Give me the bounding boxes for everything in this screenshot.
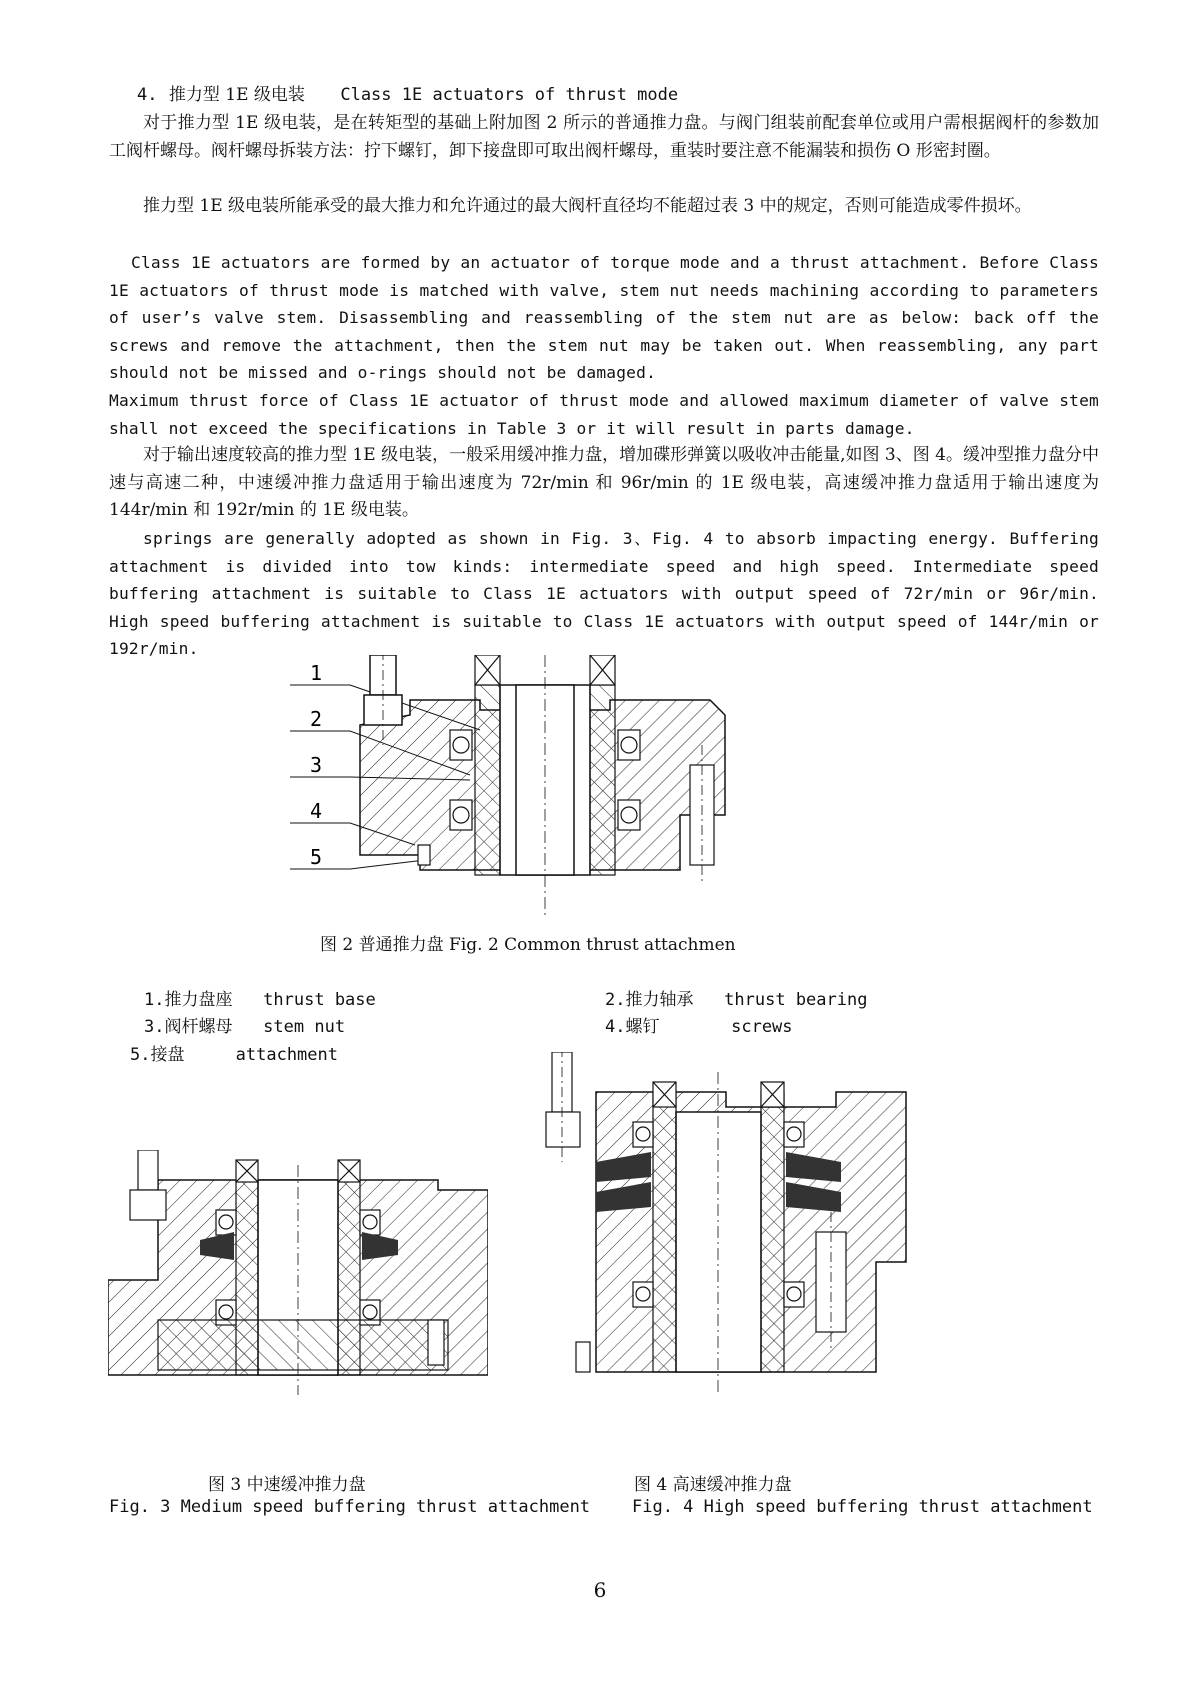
callout-3: 3 [310,753,323,777]
figure-3-caption-zh: 图 3 中速缓冲推力盘 [208,1475,366,1495]
paragraph-2-zh: 推力型 1E 级电装所能承受的最大推力和允许通过的最大阀杆直径均不能超过表 3 中的规定，否则可能造成零件损坏。 [143,196,1032,216]
figure-2-drawing [280,655,800,925]
section-title-zh: 推力型 1E 级电装 [168,85,305,105]
medium-speed-buffering-drawing [108,1150,488,1400]
figure-2-caption: 图 2 普通推力盘 Fig. 2 Common thrust attachmen [320,935,736,955]
legend-item-5: 5.接盘 attachment [130,1045,338,1065]
page-number: 6 [593,1578,607,1602]
figure-4-caption-zh: 图 4 高速缓冲推力盘 [634,1475,792,1495]
section-heading [137,82,678,110]
callout-2: 2 [310,707,323,731]
figure-3-caption-en: Fig. 3 Medium speed buffering thrust attachment [109,1497,591,1517]
callout-5: 5 [310,845,323,869]
paragraph-1-zh: 对于推力型 1E 级电装，是在转矩型的基础上附加图 2 所示的普通推力盘。与阀门组装前配套单位或用户需根据阀杆的参数加工阀杆螺母。阀杆螺母拆装方法：拧下螺钉，卸下接盘即可取出阀杆螺母，重装时要注意不能漏装和损伤 O 形密封圈。 [109,113,1099,161]
high-speed-buffering-drawing [536,1052,926,1397]
paragraph-6-en: springs are generally adopted as shown in Fig. 3、Fig. 4 to absorb impacting energy. Buffering attachment is divided into tow kinds: intermediate speed and high speed. Intermediate speed buffering attachment is suitable to Class 1E actuators with output speed of 72r/min or 96r/min. High speed buffering attachment is suitable to Class 1E actuators with output speed of 144r/min or 192r/min. [109,529,1099,658]
legend-item-2: 2.推力轴承 thrust bearing [605,990,868,1010]
legend-item-1: 1.推力盘座 thrust base [144,990,376,1010]
section-number: 4. [137,85,158,105]
figure-4-caption-en: Fig. 4 High speed buffering thrust attachment [632,1497,1093,1517]
figure-4-drawing [536,1052,926,1397]
paragraph-3-en: Class 1E actuators are formed by an actuator of torque mode and a thrust attachment. Before Class 1E actuators of thrust mode is matched with valve, stem nut needs machining according to parameters of user’s valve stem. Disassembling and reassembling of the stem nut are as below: back off the screws and remove the attachment, then the stem nut may be taken out. When reassembling, any part should not be missed and o-rings should not be damaged. [109,253,1099,382]
legend-item-3: 3.阀杆螺母 stem nut [144,1017,346,1037]
figure-3-drawing [108,1150,488,1400]
section-title-en: Class 1E actuators of thrust mode [340,85,679,105]
legend-item-4: 4.螺钉 screws [605,1017,793,1037]
paragraph-4-en: Maximum thrust force of Class 1E actuator of thrust mode and allowed maximum diameter of valve stem shall not exceed the specifications in Table 3 or it will result in parts damage. [109,391,1099,438]
callout-4: 4 [310,799,323,823]
callout-1: 1 [310,661,323,685]
paragraph-5-zh: 对于输出速度较高的推力型 1E 级电装，一般采用缓冲推力盘，增加碟形弹簧以吸收冲击能量,如图 3、图 4。缓冲型推力盘分中速与高速二种，中速缓冲推力盘适用于输出速度为 72r/min 和 96r/min 的 1E 级电装，高速缓冲推力盘适用于输出速度为 144r/min 和 192r/min 的 1E 级电装。 [109,445,1099,520]
common-thrust-attachment-drawing [280,655,800,925]
